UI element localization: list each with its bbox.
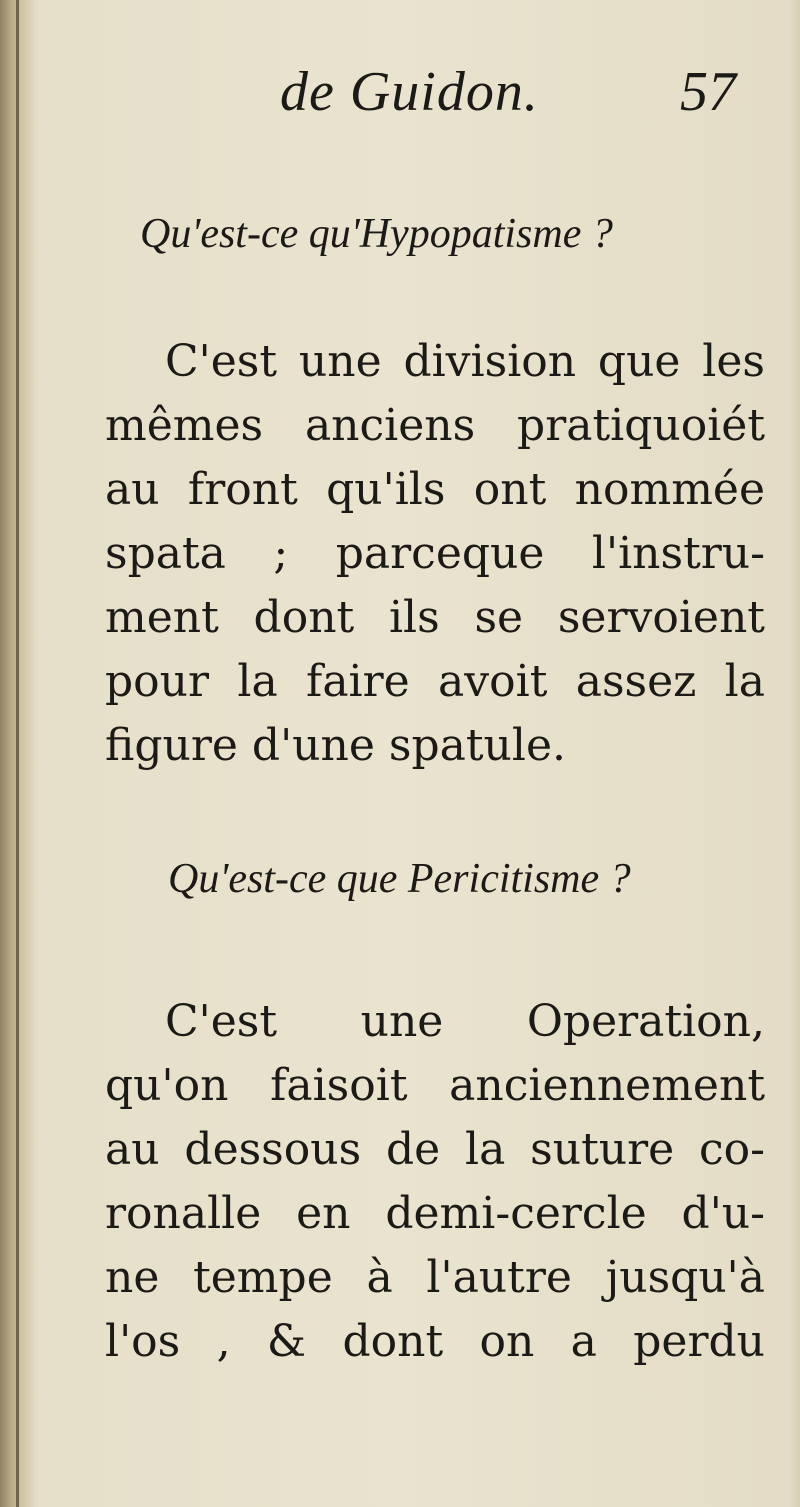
text-line: spata ; parceque l'instru-: [105, 528, 765, 579]
text-line: mêmes anciens pratiquoiét: [105, 400, 765, 451]
text-line: ne tempe à l'autre jusqu'à: [105, 1252, 765, 1303]
question-heading: Qu'est-ce qu'Hypopatisme ?: [140, 211, 613, 257]
text-line: au front qu'ils ont nommée: [105, 464, 765, 515]
text-line: figure d'une spatule.: [105, 720, 566, 771]
text-line: ment dont ils se servoient: [105, 592, 765, 643]
answer-paragraph: [105, 990, 765, 1374]
binding-edge: [16, 0, 19, 1507]
text-line: C'est une Operation,: [165, 996, 765, 1047]
text-line: l'os , & dont on a perdu: [105, 1316, 765, 1367]
text-line: qu'on faisoit anciennement: [105, 1060, 765, 1111]
page-header: [280, 60, 780, 140]
text-line: ronalle en demi-cercle d'u-: [105, 1188, 765, 1239]
text-line: au dessous de la suture co-: [105, 1124, 765, 1175]
text-line: pour la faire avoit assez la: [105, 656, 765, 707]
answer-paragraph: [105, 330, 765, 778]
page-number: 57: [680, 61, 736, 123]
question-heading: Qu'est-ce que Pericitisme ?: [168, 856, 631, 902]
running-head: de Guidon.: [280, 61, 539, 123]
text-line: C'est une division que les: [165, 336, 765, 387]
